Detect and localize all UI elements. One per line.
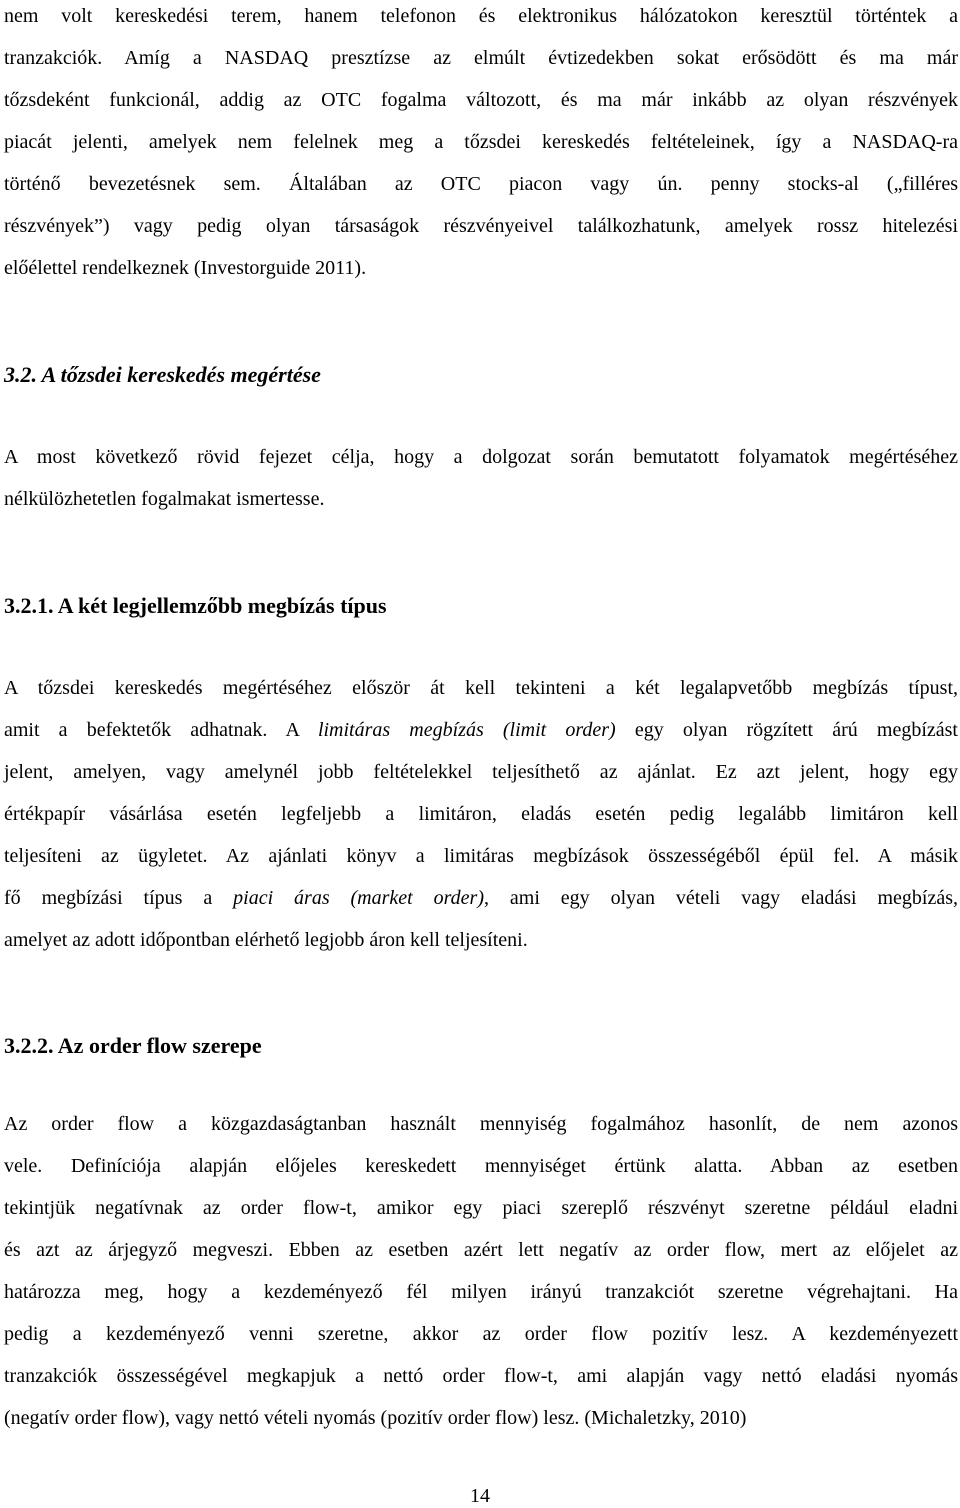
text-line: előélettel rendelkeznek (Investorguide 2011).: [4, 257, 367, 279]
text-line: történő bevezetésnek sem. Általában az OTC piacon vagy ún. penny stocks-al („filléres: [4, 173, 958, 195]
text-line: vele. Definíciója alapján előjeles kereskedett mennyiséget értünk alatta. Abban az esetben: [4, 1155, 958, 1177]
text-line: (negatív order flow), vagy nettó vételi nyomás (pozitív order flow) lesz. (Michaletzky, 2010): [4, 1407, 747, 1429]
text-run: amit a befektetők adhatnak. A: [4, 719, 318, 741]
text-line: tekintjük negatívnak az order flow-t, amikor egy piaci szereplő részvényt szeretne például eladni: [4, 1197, 958, 1219]
text-line: tőzsdeként funkcionál, addig az OTC fogalma változott, és ma már inkább az olyan részvények: [4, 89, 958, 111]
text-line: és azt az árjegyző megveszi. Ebben az esetben azért lett negatív az order flow, mert az előjelet az: [4, 1239, 958, 1261]
text-line: tranzakciók összességével megkapjuk a nettó order flow-t, ami alapján vagy nettó eladási nyomás: [4, 1365, 958, 1387]
section-heading-3-2: 3.2. A tőzsdei kereskedés megértése: [4, 362, 321, 387]
text-line: jelent, amelyen, vagy amelynél jobb feltételekkel teljesíthető az ajánlat. Ez azt jelent, hogy egy: [4, 761, 958, 783]
text-line: amelyet az adott időpontban elérhető legjobb áron kell teljesíteni.: [4, 929, 528, 951]
text-run: , ami egy olyan vételi vagy eladási megbízás,: [484, 887, 958, 909]
text-run: fő megbízási típus a: [4, 887, 234, 909]
section-heading-3-2-1: 3.2.1. A két legjellemzőbb megbízás típus: [4, 593, 387, 618]
text-line: nem volt kereskedési terem, hanem telefonon és elektronikus hálózatokon keresztül történtek a: [4, 5, 958, 27]
text-line: Az order flow a közgazdaságtanban használt mennyiség fogalmához hasonlít, de nem azonos: [4, 1113, 958, 1135]
text-line: teljesíteni az ügyletet. Az ajánlati könyv a limitáras megbízások összességéből épül fel. A másik: [4, 845, 958, 867]
term-market-order: piaci áras (market order): [233, 887, 484, 909]
text-line: nélkülözhetetlen fogalmakat ismertesse.: [4, 488, 325, 510]
page-number: 14: [470, 1485, 490, 1507]
text-line: tranzakciók. Amíg a NASDAQ presztízse az elmúlt évtizedekben sokat erősödött és ma már: [4, 47, 958, 69]
text-line: A most következő rövid fejezet célja, hogy a dolgozat során bemutatott folyamatok megértéséhez: [4, 446, 958, 468]
text-line: részvények”) vagy pedig olyan társaságok részvényeivel találkozhatunk, amelyek rossz hitelezési: [4, 215, 958, 237]
text-line: [4, 718, 958, 742]
text-line: pedig a kezdeményező venni szeretne, akkor az order flow pozitív lesz. A kezdeményezett: [4, 1323, 958, 1345]
text-line: A tőzsdei kereskedés megértéséhez először át kell tekinteni a két legalapvetőbb megbízás típust,: [4, 677, 958, 699]
text-line: piacát jelenti, amelyek nem felelnek meg a tőzsdei kereskedés feltételeinek, így a NASDAQ-ra: [4, 131, 958, 153]
text-run: egy olyan rögzített árú megbízást: [615, 719, 958, 741]
section-heading-3-2-2: 3.2.2. Az order flow szerepe: [4, 1033, 262, 1058]
term-limit-order: limitáras megbízás (limit order): [317, 719, 616, 741]
text-line: határozza meg, hogy a kezdeményező fél milyen irányú tranzakciót szeretne végrehajtani. Ha: [4, 1281, 958, 1303]
text-line: értékpapír vásárlása esetén legfeljebb a limitáron, eladás esetén pedig legalább limitáron kell: [4, 803, 958, 825]
text-line: [4, 886, 958, 910]
